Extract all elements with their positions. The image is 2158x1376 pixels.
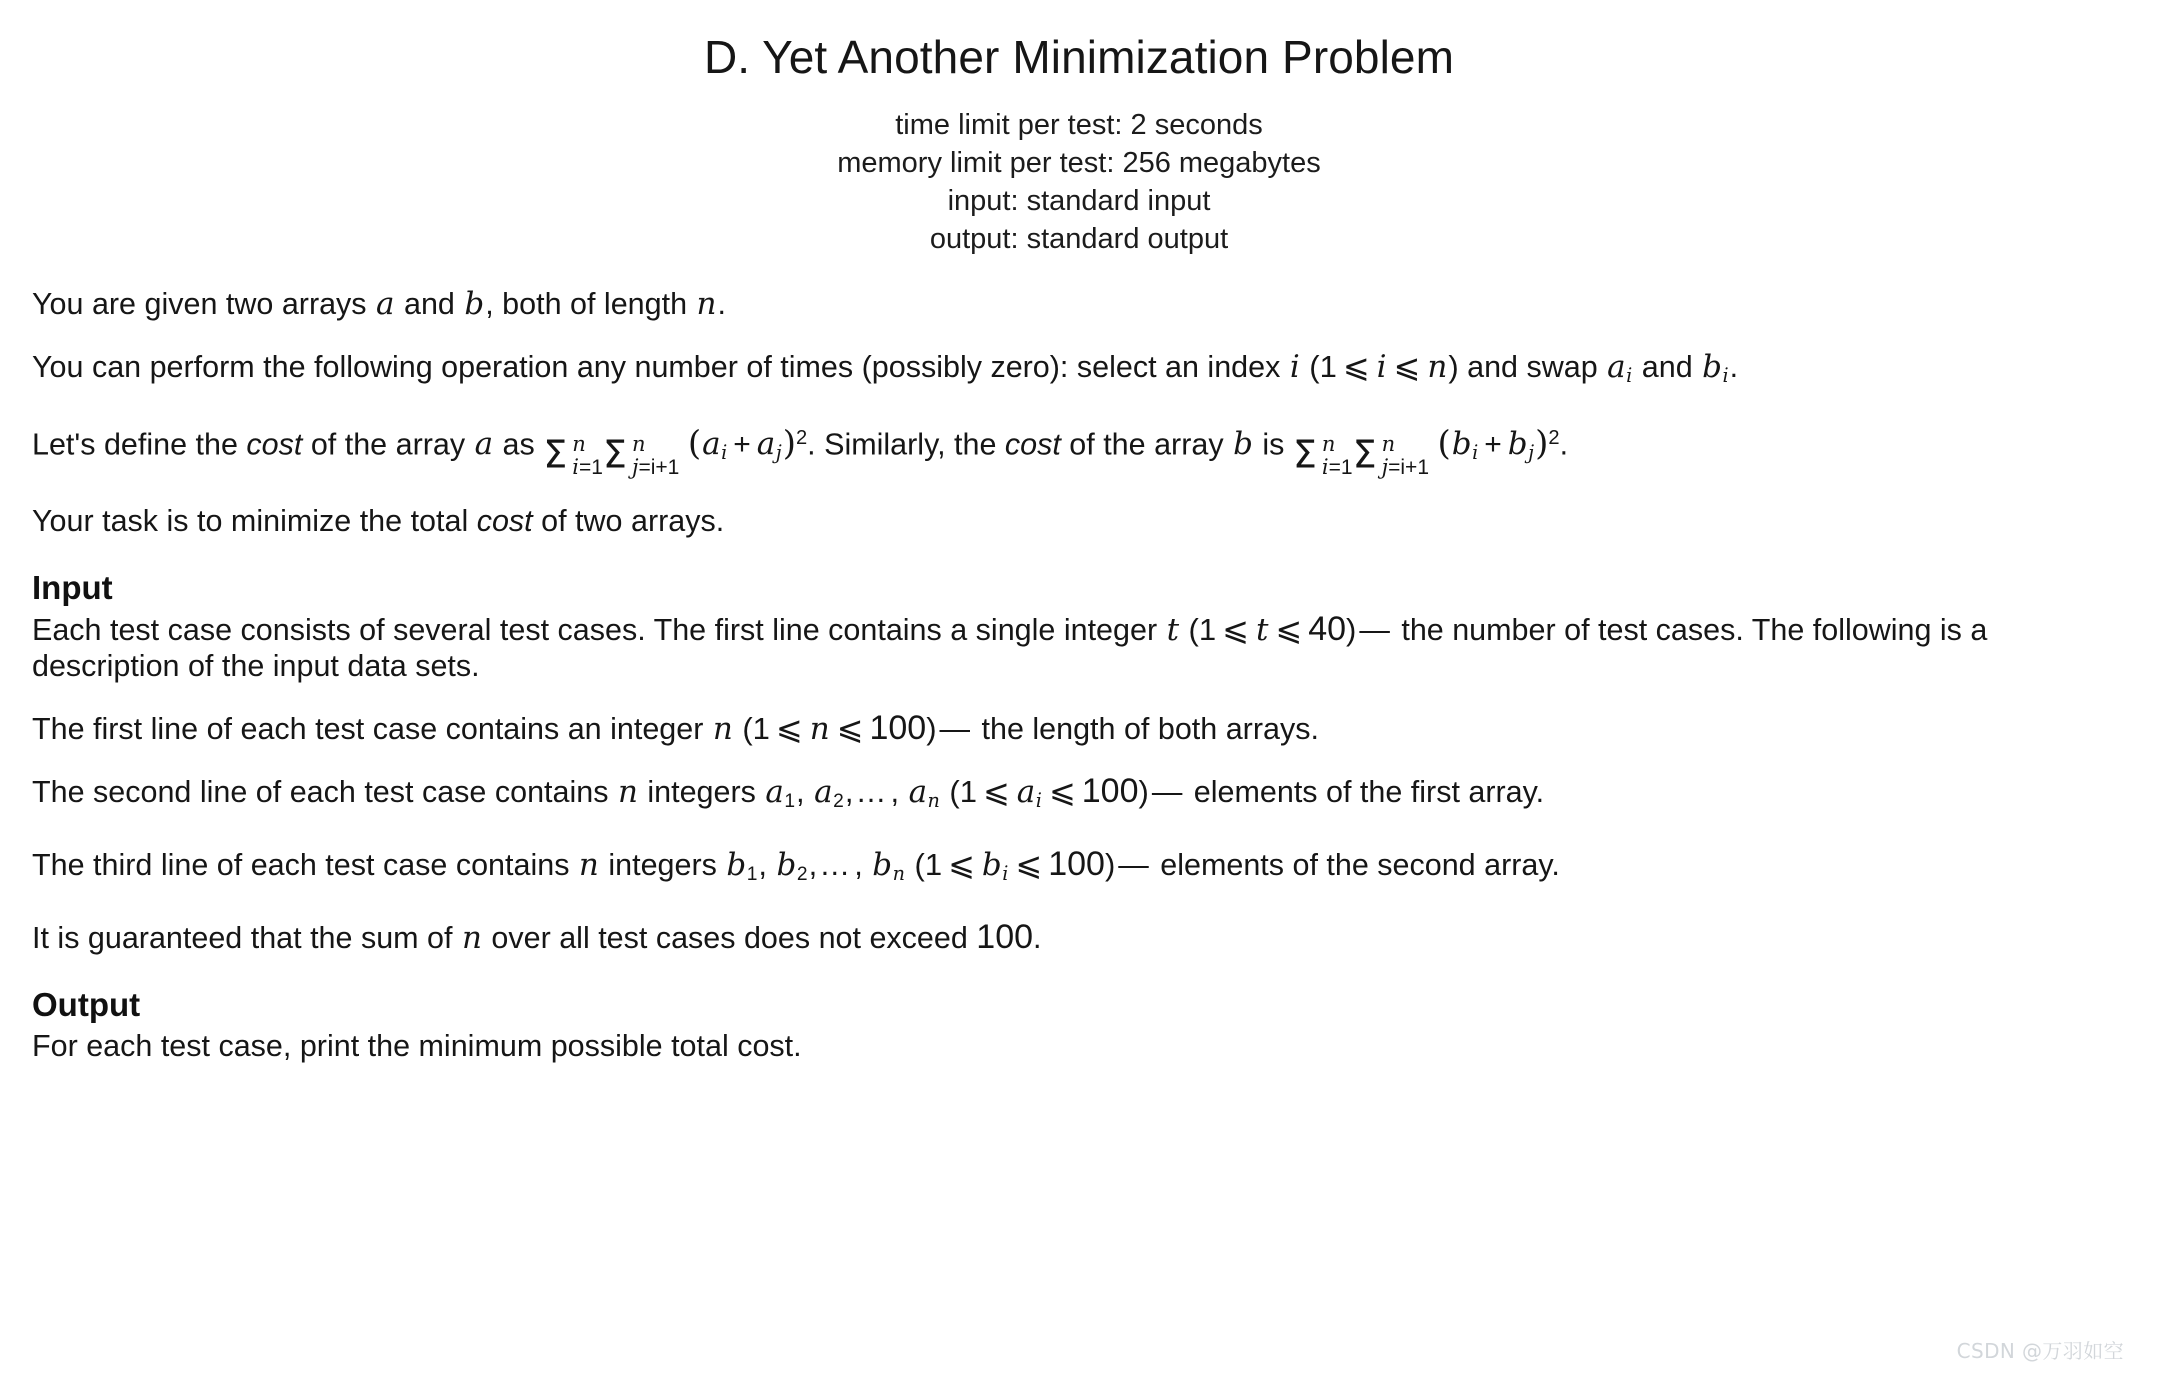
math-plus: + [1484,428,1502,462]
math-var-b-1: $b_1$ [726,847,758,886]
math-var-t-2: t [1255,612,1269,649]
math-var-n: n [461,920,482,957]
math-ellipsis: … [819,847,853,883]
math-var-b-i: $b_i$ [1451,426,1479,465]
math-const-100: 100 [1048,845,1105,884]
problem-statement-page [0,24,2158,1376]
math-leq-2: ⩽ [1393,347,1421,385]
math-paren-open: ( [1309,349,1320,384]
math-var-a-2: $a_2$ [814,774,844,813]
output-source: output: standard output [929,223,1229,255]
paragraph-input-array-b: The third line of each test case contains n integers $b_1$, $b_2,\dots$, $b_n$ (1 ⩽ $b_i$ ⩽ 100)— elements of the second array. [32,845,1560,886]
math-paren-open: ( [687,423,702,464]
math-var-b-2: $b_2$ [776,847,808,886]
math-var-a-i-bound: $a_i$ [1016,774,1042,813]
csdn-watermark: CSDN @万羽如空 [1956,1339,2124,1363]
sigma-icon: Σ [1352,431,1377,476]
math-var-n-2: n [809,711,830,748]
math-var-a-i: $a_i$ [702,426,728,465]
math-var-a-j: $a_j$ [756,426,782,465]
emphasis-cost-1: cost [246,427,303,462]
emphasis-cost-3: cost [476,504,533,539]
sum-lower-limit: j=i+1 [631,454,680,479]
math-var-n: n [578,847,599,884]
problem-limits [32,106,2126,258]
math-const-1: 1 [1319,349,1337,384]
math-paren-close: ) [1448,349,1459,384]
memory-limit: memory limit per test: 256 megabytes [837,147,1321,179]
math-var-a-1: $a_1$ [765,774,796,813]
math-var-b-i-bound: $b_i$ [981,847,1009,886]
paragraph-arrays: You are given two arrays a and b, both of length n. [32,286,726,322]
math-var-n: n [712,711,733,748]
math-plus: + [733,428,751,462]
paragraph-sum-guarantee: It is guaranteed that the sum of n over all test cases does not exceed 100. [32,918,1042,957]
sum-lower-limit: i=1 [1321,454,1353,479]
math-var-b-n: $b_n$ [872,847,906,886]
paragraph-output: For each test case, print the minimum possible total cost. [32,1029,802,1064]
sum-upper-limit: n [1381,431,1396,456]
sum-lower-limit: j=i+1 [1381,454,1429,479]
summation-outer-a [543,433,603,478]
math-var-a: a [376,286,395,322]
sigma-icon: Σ [1292,431,1317,476]
page-title: D. Yet Another Minimization Problem [703,31,1455,83]
sum-upper-limit: n [572,431,586,456]
math-const-40: 40 [1308,610,1347,649]
em-dash: — [939,712,971,747]
math-const-100: 100 [976,918,1034,957]
math-var-i-2: i [1376,349,1387,385]
time-limit: time limit per test: 2 seconds [895,109,1263,141]
section-heading-input: Input [32,569,113,607]
math-var-a-array: a [474,426,494,463]
sigma-icon: Σ [543,431,568,476]
math-exponent-2: 2 [1548,426,1560,449]
sum-upper-limit: n [1321,431,1336,456]
math-var-b: b [464,286,485,322]
math-exponent-2: 2 [795,426,808,449]
summation-inner-b [1353,433,1429,478]
section-heading-output: Output [32,986,141,1024]
paragraph-operation: You can perform the following operation any number of times (possibly zero): select an index i (1 ⩽ i ⩽ n) and swap $a_i$ and $b_i$. [32,347,1739,387]
math-paren-open: ( [1437,423,1451,464]
paragraph-cost-definition: Let's define the cost of the array a as Σ n i=1 Σ n j=i+1 $(a_i + a_j)^2$. Similarly, the cost of the array b is Σ n i=1 Σ n j=i+1 $(b_i + b_j)^2$. [32,423,1569,479]
math-const-100: 100 [869,709,927,748]
sum-lower-limit: i=1 [572,454,603,479]
paragraph-input-testcases: Each test case consists of several test cases. The first line contains a single integer t (1 ⩽ t ⩽ 40)— the number of test cases. The following is a description of the input data sets. [32,610,1988,684]
math-var-a-i: $a_i$ [1607,349,1633,387]
math-var-i: i [1289,349,1300,385]
math-const-100: 100 [1081,772,1139,811]
math-paren-close: ) [782,423,796,464]
math-paren-close: ) [1535,423,1549,464]
problem-body [32,286,2126,1064]
math-var-a-n: $a_n$ [908,774,940,813]
math-var-b-i: $b_i$ [1702,349,1729,387]
em-dash: — [1151,775,1183,810]
paragraph-input-n: The first line of each test case contains an integer n (1 ⩽ n ⩽ 100)— the length of both arrays. [32,709,1319,748]
em-dash: — [1118,848,1149,883]
input-source: input: standard input [947,185,1211,217]
math-leq: ⩽ [1342,347,1370,385]
em-dash: — [1359,613,1390,648]
math-var-b-j: $b_j$ [1507,426,1535,465]
math-subscript-i-2: i [1722,363,1729,387]
math-var-b-array: b [1233,426,1253,463]
summation-inner-a [603,433,679,478]
math-var-t: t [1166,612,1180,649]
sum-upper-limit: n [631,431,646,456]
paragraph-task: Your task is to minimize the total cost of two arrays. [32,504,725,539]
math-var-n: n [696,286,717,322]
math-subscript-i: i [1626,363,1633,387]
math-ellipsis: … [855,774,889,810]
emphasis-cost-2: cost [1004,427,1061,462]
math-var-n: n [617,774,638,811]
sigma-icon: Σ [602,431,627,476]
paragraph-input-array-a: The second line of each test case contains n integers $a_1$, $a_2,\dots$, $a_n$ (1 ⩽ $a_i$ ⩽ 100)— elements of the first array. [32,772,1545,813]
summation-outer-b [1293,433,1353,478]
math-var-n-bound: n [1427,349,1448,385]
